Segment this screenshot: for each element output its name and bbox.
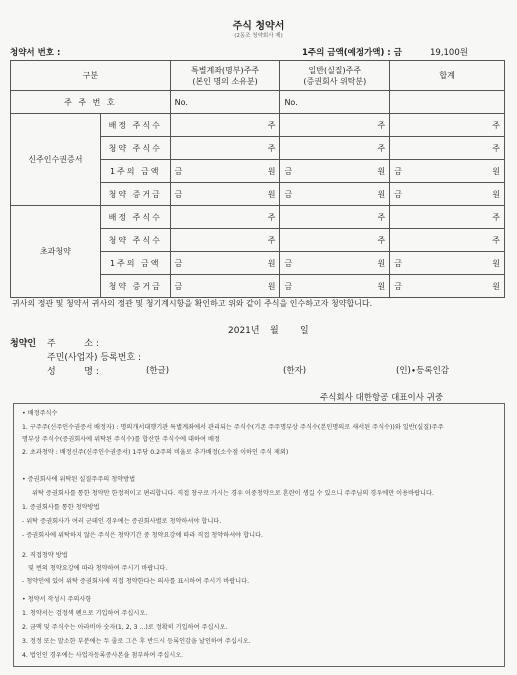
note-line: • 배정주식수 xyxy=(22,410,58,417)
name-hangul[interactable]: (한글) xyxy=(146,366,170,376)
cell[interactable]: 금 원 xyxy=(280,183,390,206)
note-line: 1. 구주주(신주인수권증서 배정자) : 명의개서대행기관 특별계좌에서 관리되는 주식수(기존 주주명부상 주식수(본인명의로 새서된 주식수))와 일반(실질)주주 xyxy=(22,424,444,431)
addressee: 주식회사 대한항공 대표이사 귀중 xyxy=(320,393,444,403)
cell[interactable]: 금 원 xyxy=(280,252,390,275)
shareholder-number-general[interactable]: No. xyxy=(280,91,390,114)
shareholder-number-total xyxy=(390,91,505,114)
notes-box xyxy=(13,403,505,667)
cell[interactable]: 금 원 xyxy=(170,183,280,206)
date-month: 월 xyxy=(270,326,279,336)
note-line: • 증권회사에 위탁된 실질주주의 청약방법 xyxy=(22,476,136,483)
cell[interactable]: 금 원 xyxy=(390,275,505,298)
price-value: 19,100원 xyxy=(430,48,468,58)
document-title: 주식 청약서 xyxy=(232,21,285,32)
cell[interactable]: 금 원 xyxy=(390,183,505,206)
applicant-label: 청약인 xyxy=(10,339,37,349)
row-label: 청약 주식수 xyxy=(100,229,170,252)
cell[interactable]: 주 xyxy=(390,114,505,137)
note-line: 위탁 증권회사를 통한 청약만 한정적이고 편리합니다. 직접 창구로 가시는 경우 이중청약으로 혼란이 생길 수 있으니 주주님의 경우에만 이용바랍니다. xyxy=(32,490,434,497)
row-label: 1주의 금액 xyxy=(100,160,170,183)
row-label: 배정 주식수 xyxy=(100,206,170,229)
group-excess-subscription: 초과청약 xyxy=(11,206,101,298)
row-label: 배정 주식수 xyxy=(100,114,170,137)
cell[interactable]: 주 xyxy=(170,206,280,229)
note-line: 2. 초과청약 : 배정신주(신주인수권증서) 1주당 0.2주의 비율로 추가배정(소수점 이하인 주식 제외) xyxy=(22,449,289,456)
note-line: 4. 법인인 경우에는 사업자등록증사본을 첨부하여 주십시오. xyxy=(22,652,184,659)
cell[interactable]: 주 xyxy=(390,137,505,160)
cell[interactable]: 금 원 xyxy=(170,252,280,275)
shareholder-number-label: 주 주 번 호 xyxy=(11,91,171,114)
cell[interactable]: 주 xyxy=(170,114,280,137)
name-label: 성 명 : xyxy=(47,367,99,377)
cell[interactable]: 주 xyxy=(170,229,280,252)
address-label: 주 소 : xyxy=(47,339,99,349)
note-line: • 청약서 작성시 주의사항 xyxy=(22,596,92,603)
cell[interactable]: 주 xyxy=(280,229,390,252)
application-number-label: 청약서 번호 : xyxy=(10,48,61,58)
note-line: 및 번의 청약요강에 따라 청약하여 주시기 바랍니다. xyxy=(28,565,168,572)
note-line: - 증권회사에 위탁하지 않은 주식은 청약기간 중 청약요강에 따라 직접 청약하셔야 합니다. xyxy=(22,532,264,539)
note-line: - 청약인에 있어 위탁 증권회사에 직접 청약한다는 의사를 표시하여 주시기 바랍니다. xyxy=(22,578,250,585)
cell[interactable]: 주 xyxy=(280,137,390,160)
date-day: 일 xyxy=(300,326,309,336)
shareholder-number-special[interactable]: No. xyxy=(170,91,280,114)
note-line: 2. 직접청약 방법 xyxy=(22,552,68,559)
header-category: 구분 xyxy=(11,61,171,91)
note-line: 1. 증권회사를 통한 청약방법 xyxy=(22,504,100,511)
cell[interactable]: 금 원 xyxy=(280,160,390,183)
cell[interactable]: 주 xyxy=(390,229,505,252)
cell[interactable]: 금 원 xyxy=(170,160,280,183)
cell[interactable]: 주 xyxy=(280,206,390,229)
cell[interactable]: 주 xyxy=(390,206,505,229)
row-label: 청약 증거금 xyxy=(100,183,170,206)
subscription-statement: 귀사의 정관 및 청약서 귀사의 정관 및 청기계시항을 확인하고 위와 같이 주식을 인수하고자 청약합니다. xyxy=(12,299,373,308)
note-line: 3. 정정 또는 말소한 부분에는 두 줄로 그은 후 반드시 등록인감을 날인하여 주십시오. xyxy=(22,638,251,645)
header-special-account: 특별계좌(명부)주주 (본인 명의 소유분) xyxy=(170,61,280,91)
header-general-account: 일반(실질)주주 (증권회사 위탁분) xyxy=(280,61,390,91)
row-label: 1주의 금액 xyxy=(100,252,170,275)
name-hanja[interactable]: (한자) xyxy=(283,366,307,376)
cell[interactable]: 금 원 xyxy=(280,275,390,298)
note-line: - 위탁 증권회사가 여러 군데인 경우에는 증권회사별로 청약하셔야 합니다. xyxy=(22,518,222,525)
date-year: 2021년 xyxy=(228,326,260,336)
row-label: 청약 주식수 xyxy=(100,137,170,160)
header-total: 합계 xyxy=(390,61,505,91)
note-line: 1. 청약서는 검정색 펜으로 기입하여 주십시오. xyxy=(22,610,148,617)
id-number-label: 주민(사업자) 등록번호 : xyxy=(47,353,142,363)
cell[interactable]: 금 원 xyxy=(170,275,280,298)
subscription-table xyxy=(10,60,505,298)
note-line: 2. 금액 및 주식수는 아라비아 숫자(1, 2, 3 ...)로 정확히 기입하여 주십시오. xyxy=(22,624,228,631)
cell[interactable]: 금 원 xyxy=(390,252,505,275)
row-label: 청약 증거금 xyxy=(100,275,170,298)
cell[interactable]: 주 xyxy=(280,114,390,137)
price-label: 1주의 금액(예정가액) : 금 xyxy=(302,48,402,58)
group-rights-certificate: 신주인수권증서 xyxy=(11,114,101,206)
cell[interactable]: 주 xyxy=(170,137,280,160)
document-subtitle: (2동조 청약회사 제) xyxy=(234,33,283,39)
cell[interactable]: 금 원 xyxy=(390,160,505,183)
seal-label: (인)∙등록인감 xyxy=(396,366,450,376)
note-line: 명부상 주식수(증권회사에 위탁된 주식수)를 합산한 주식수에 대하여 배정 xyxy=(22,436,220,443)
